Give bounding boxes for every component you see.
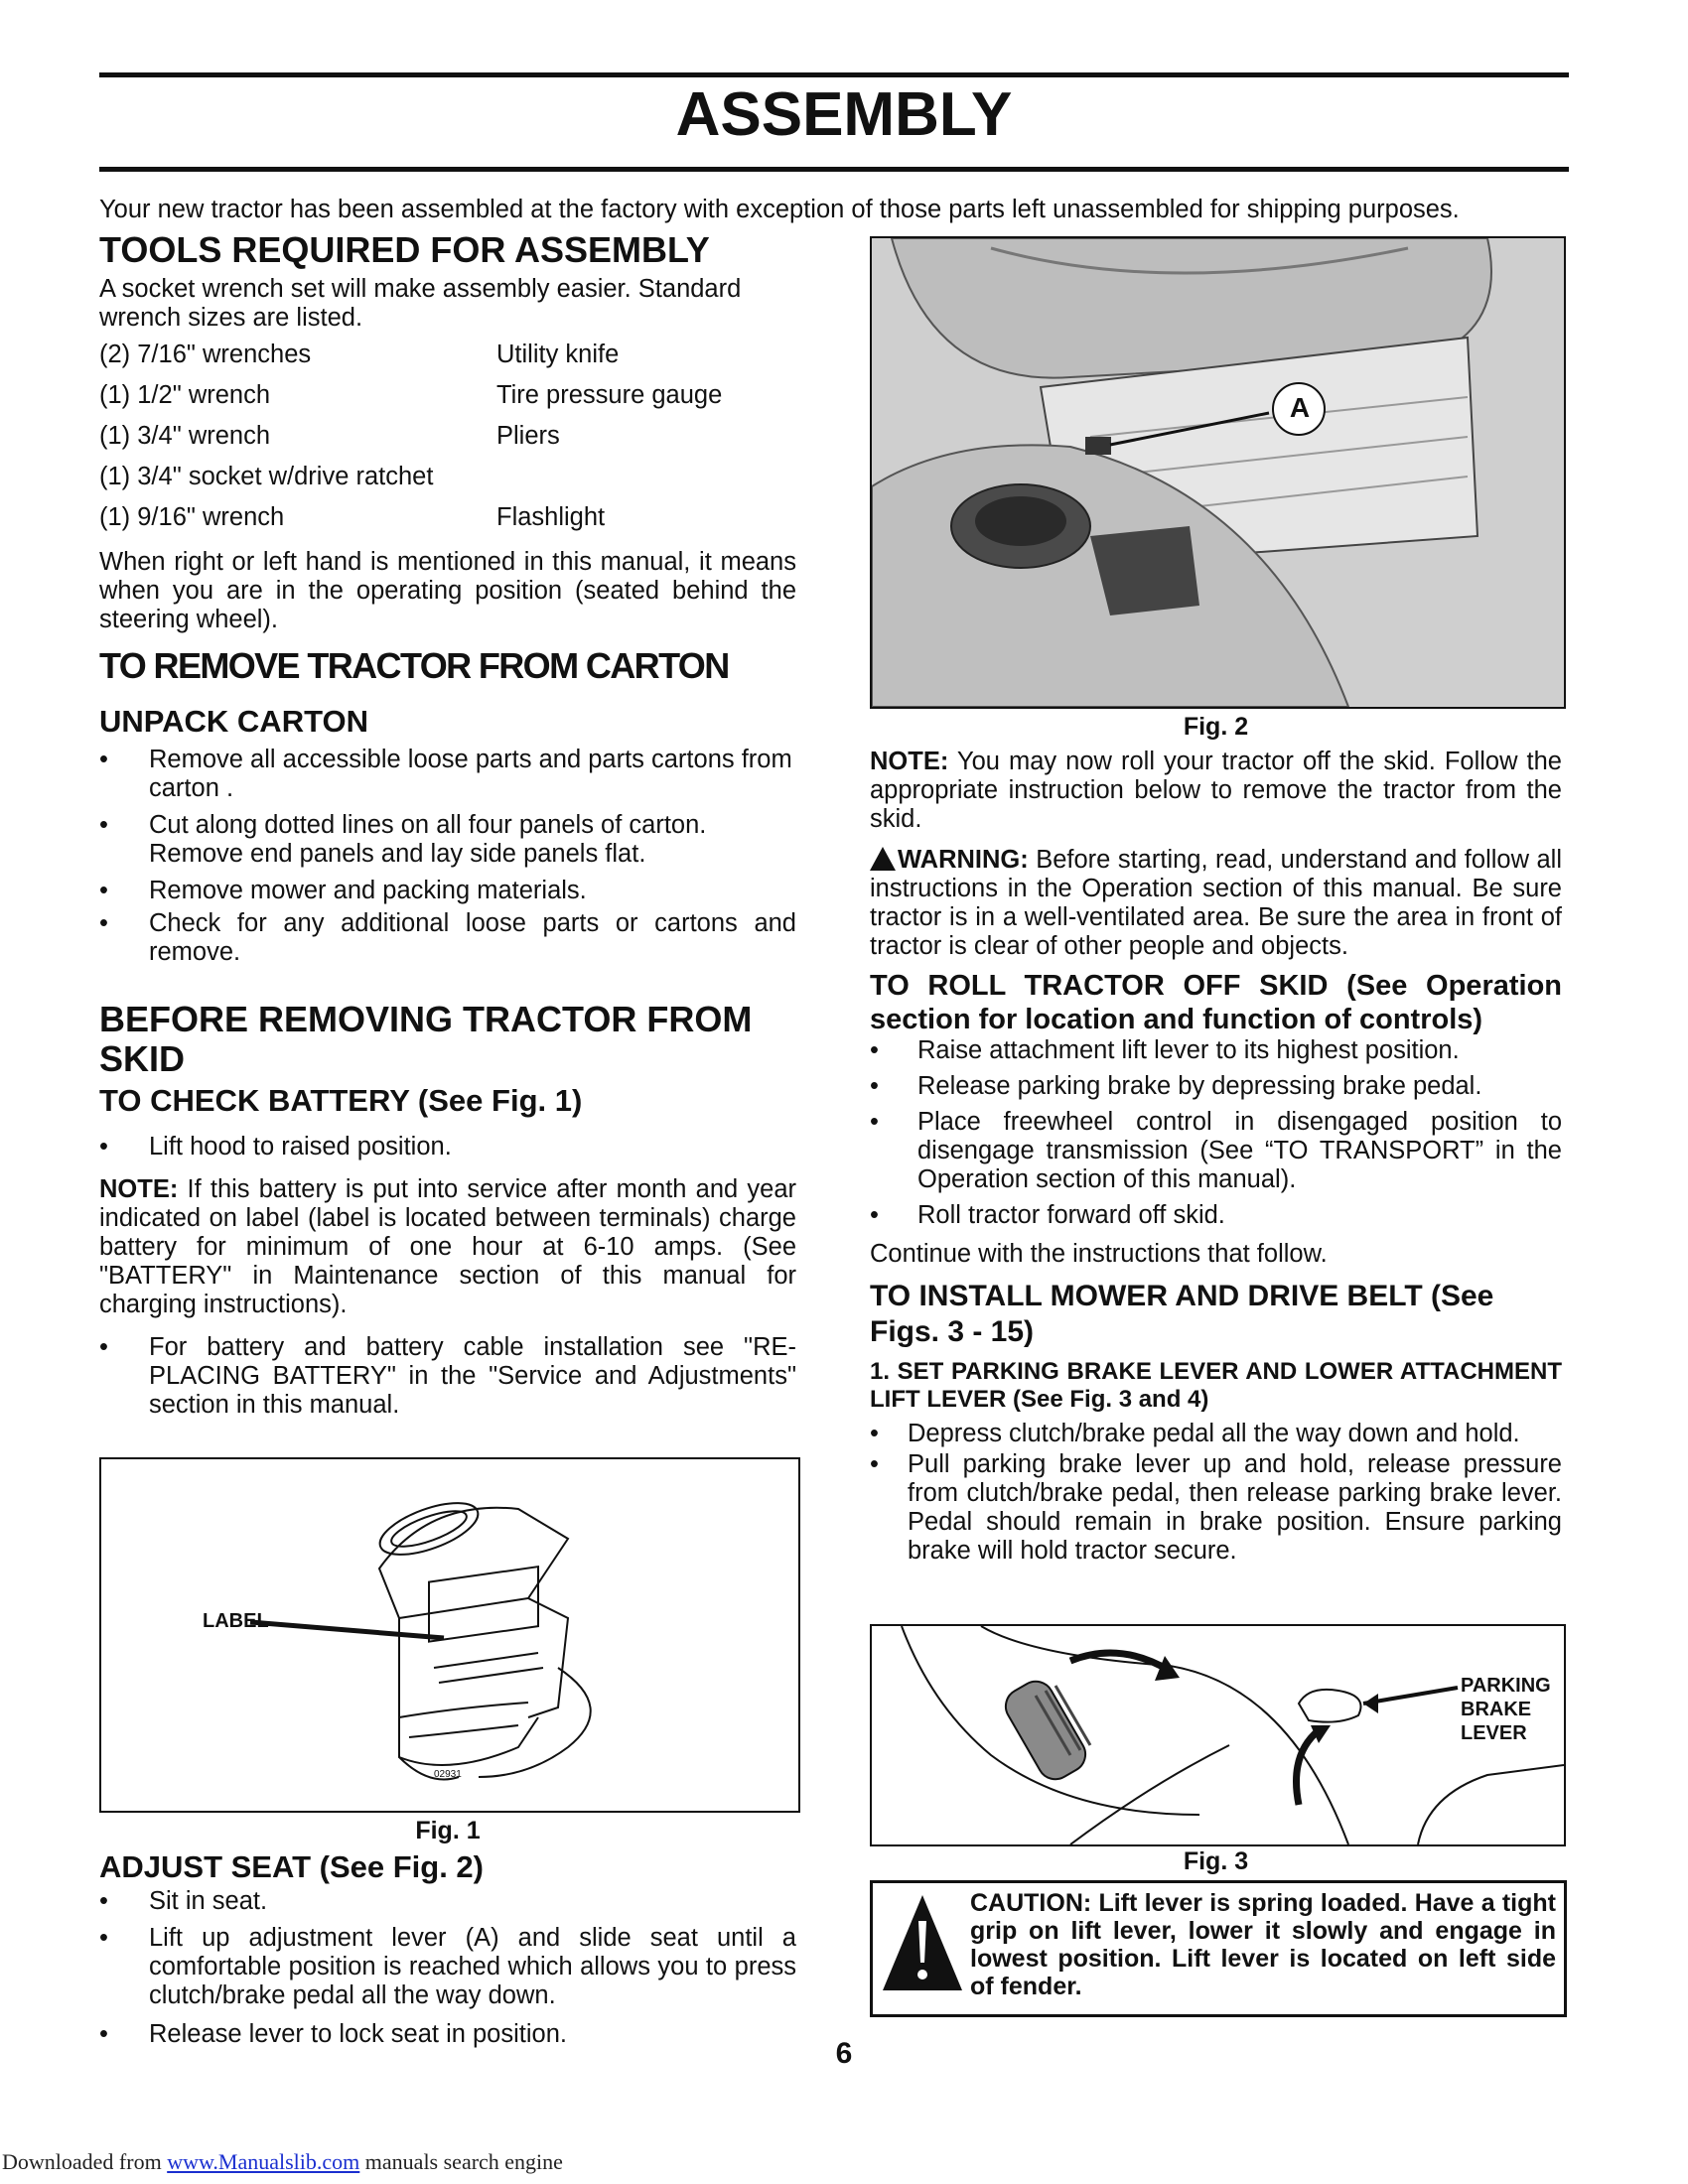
list-item: • Depress clutch/brake pedal all the way down and hold.: [870, 1420, 1562, 1448]
tools-list: [99, 335, 794, 538]
figure-3: [870, 1624, 1566, 1846]
list-item: • Cut along dotted lines on all four panels of carton. Remove end panels and lay side panels flat.: [99, 811, 796, 869]
list-item: • Remove mower and packing materials.: [99, 877, 796, 905]
seat-illustration: [872, 238, 1564, 707]
list-item: • Raise attachment lift lever to its highest position.: [870, 1036, 1562, 1065]
fig1-label: LABEL: [203, 1610, 269, 1632]
step-1: 1. SET PARKING BRAKE LEVER AND LOWER ATTACHMENT LIFT LEVER (See Fig. 3 and 4): [870, 1358, 1562, 1413]
manualslib-link[interactable]: www.Manualslib.com: [167, 2149, 360, 2174]
tools-text: A socket wrench set will make assembly easier. Standard wrench sizes are listed.: [99, 275, 742, 332]
fig1-caption: Fig. 1: [415, 1817, 481, 1844]
unpack-list: [99, 746, 796, 967]
list-item: • Place freewheel control in disengaged position to disengage transmission (See “TO TRANSPORT” in the Operation section of this manual).: [870, 1108, 1562, 1194]
label-leader: [250, 1622, 444, 1638]
tools-heading: TOOLS REQUIRED FOR ASSEMBLY: [99, 229, 710, 270]
tools-row: (1) 9/16" wrench Flashlight: [99, 503, 606, 531]
list-item: • Check for any additional loose parts or cartons and remove.: [99, 909, 796, 967]
list-item: • For battery and battery cable installation see "RE-PLACING BATTERY" in the "Service and Adjustments" section in this manual.: [99, 1333, 796, 1420]
remove-heading: TO REMOVE TRACTOR FROM CARTON: [99, 645, 729, 686]
intro-text: Your new tractor has been assembled at the factory with exception of those parts left unassembled for shipping purposes.: [99, 196, 1460, 223]
install-heading: TO INSTALL MOWER AND DRIVE BELT (See Figs. 3 - 15): [870, 1280, 1494, 1348]
roll-heading: TO ROLL TRACTOR OFF SKID (See Operation section for location and function of controls): [870, 970, 1562, 1035]
tools-row: (2) 7/16" wrenches Utility knife: [99, 341, 620, 368]
list-item: • Release lever to lock seat in position.: [99, 2020, 796, 2049]
warning-text: WARNING: Before starting, read, understand and follow all instructions in the Operation section of this manual. Be sure tractor is in a well-ventilated area. Be sure the area in front of tractor is clear of other people and objects.: [870, 846, 1562, 960]
continue-text: Continue with the instructions that follow.: [870, 1240, 1328, 1268]
list-item: • Remove all accessible loose parts and parts cartons from carton .: [99, 746, 796, 803]
seat-heading: ADJUST SEAT (See Fig. 2): [99, 1849, 484, 1884]
figure-1: [99, 1457, 800, 1813]
tools-row: (1) 3/4" wrench Pliers: [99, 422, 560, 450]
fig2-label-a: A: [1289, 392, 1311, 423]
list-item: • Roll tractor forward off skid.: [870, 1201, 1562, 1230]
page-number: 6: [835, 2037, 853, 2070]
tools-row: (1) 1/2" wrench Tire pressure gauge: [99, 381, 723, 409]
caution-icon: [881, 1891, 964, 2004]
fig1-code: 02931: [434, 1769, 462, 1780]
skid-note: NOTE: You may now roll your tractor off the skid. Follow the appropriate instruction below to remove the tractor from the skid.: [870, 748, 1562, 833]
seat-section: [99, 1849, 796, 2049]
figure-2: [870, 236, 1566, 709]
list-item: • Lift hood to raised position.: [99, 1133, 796, 1161]
unpack-heading: UNPACK CARTON: [99, 704, 368, 739]
tools-row: (1) 3/4" socket w/drive ratchet: [99, 463, 434, 490]
title-underline: [99, 167, 1569, 172]
right-column: [870, 748, 1562, 1566]
fig3-label: PARKING BRAKE LEVER: [1461, 1675, 1551, 1744]
fig3-caption: Fig. 3: [1183, 1847, 1249, 1875]
caution-text: CAUTION: Lift lever is spring loaded. Have a tight grip on lift lever, lower it slowly and engage in lowest position. Lift lever is located on left side of fender.: [970, 1889, 1556, 2000]
battery-illustration: [101, 1459, 798, 1811]
battery-heading: TO CHECK BATTERY (See Fig. 1): [99, 1083, 583, 1118]
left-column: [99, 230, 796, 1420]
before-heading: BEFORE REMOVING TRACTOR FROM SKID: [99, 999, 753, 1079]
hand-note: When right or left hand is mentioned in this manual, it means when you are in the operating position (seated behind the steering wheel).: [99, 548, 796, 633]
fig2-caption: Fig. 2: [1183, 713, 1249, 741]
list-item: • Release parking brake by depressing brake pedal.: [870, 1072, 1562, 1101]
list-item: • Pull parking brake lever up and hold, release pressure from clutch/brake pedal, then release parking brake lever. Pedal should remain in brake position. Ensure parking brake will hold tractor secure.: [870, 1450, 1562, 1566]
page-title: ASSEMBLY: [675, 80, 1013, 149]
top-rule: [99, 72, 1569, 77]
list-item: • Lift up adjustment lever (A) and slide seat until a comfortable position is reached which allows you to press clutch/brake pedal all the way down.: [99, 1924, 796, 2010]
caution-box: [870, 1880, 1567, 2017]
footer: Downloaded from www.Manualslib.com manuals search engine: [2, 2149, 563, 2174]
list-item: • Sit in seat.: [99, 1887, 796, 1916]
battery-note: NOTE: If this battery is put into service after month and year indicated on label (label is located between terminals) charge battery for minimum of one hour at 6-10 amps. (See "BATTERY" in Maintenance section of this manual for charging instructions).: [99, 1175, 796, 1318]
warning-icon: [870, 847, 896, 871]
